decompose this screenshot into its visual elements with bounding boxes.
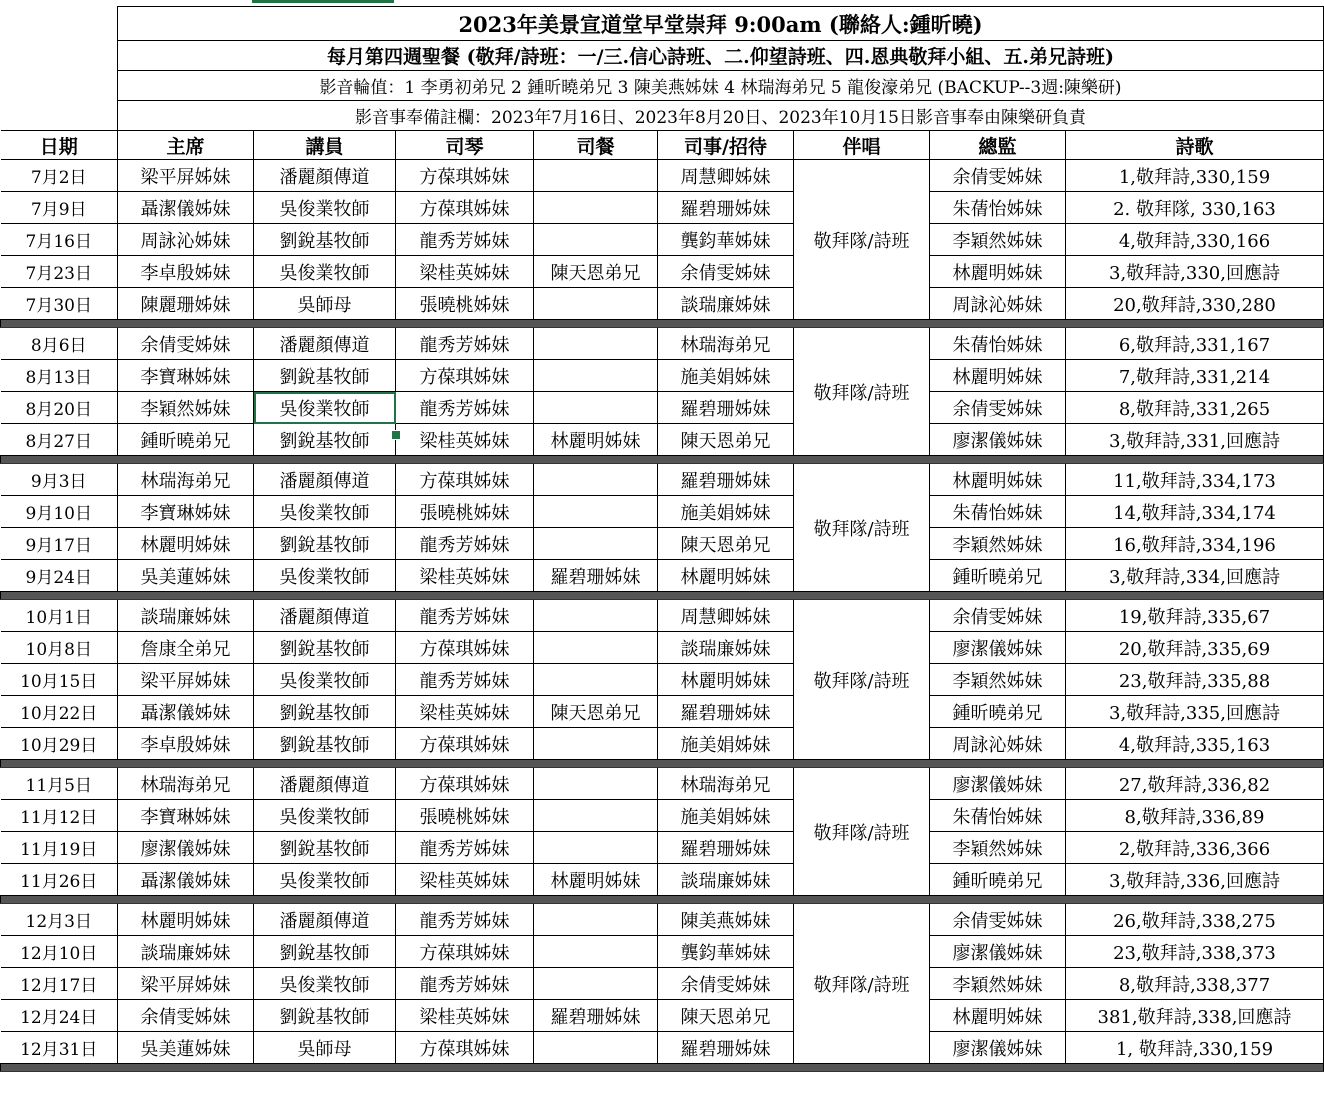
chair-cell[interactable]: 鍾昕曉弟兄 xyxy=(118,424,254,456)
pianist-cell[interactable]: 方葆琪姊妹 xyxy=(396,936,534,968)
pianist-cell[interactable]: 梁桂英姊妹 xyxy=(396,696,534,728)
supervisor-cell[interactable]: 林麗明姊妹 xyxy=(930,464,1066,496)
hymns-cell[interactable]: 4,敬拜詩,330,166 xyxy=(1066,224,1324,256)
table-row xyxy=(1,424,1324,456)
hymns-cell[interactable]: 27,敬拜詩,336,82 xyxy=(1066,768,1324,800)
usher-cell[interactable]: 周慧卿姊妹 xyxy=(658,160,794,192)
pianist-cell[interactable]: 梁桂英姊妹 xyxy=(396,864,534,896)
usher-cell[interactable]: 羅碧珊姊妹 xyxy=(658,696,794,728)
supervisor-cell[interactable]: 李穎然姊妹 xyxy=(930,224,1066,256)
usher-cell[interactable]: 陳天恩弟兄 xyxy=(658,1000,794,1032)
separator-bar xyxy=(1,760,1324,768)
supervisor-cell[interactable]: 林麗明姊妹 xyxy=(930,360,1066,392)
chair-cell[interactable]: 聶潔儀姊妹 xyxy=(118,192,254,224)
supervisor-cell[interactable]: 朱蒨怡姊妹 xyxy=(930,496,1066,528)
table-row xyxy=(1,288,1324,320)
supervisor-cell[interactable]: 朱蒨怡姊妹 xyxy=(930,328,1066,360)
header-supervisor[interactable]: 總監 xyxy=(930,131,1066,160)
supervisor-cell[interactable]: 余倩雯姊妹 xyxy=(930,904,1066,936)
speaker-cell[interactable]: 劉銳基牧師 xyxy=(254,632,396,664)
blank-cell[interactable] xyxy=(1,71,118,101)
blank-cell[interactable] xyxy=(1,101,118,131)
chair-cell[interactable]: 聶潔儀姊妹 xyxy=(118,864,254,896)
hymns-cell[interactable]: 3,敬拜詩,336,回應詩 xyxy=(1066,864,1324,896)
pianist-cell[interactable]: 方葆琪姊妹 xyxy=(396,192,534,224)
usher-cell[interactable]: 龔鈞華姊妹 xyxy=(658,224,794,256)
supervisor-cell[interactable]: 廖潔儀姊妹 xyxy=(930,936,1066,968)
usher-cell[interactable]: 談瑞廉姊妹 xyxy=(658,864,794,896)
usher-cell[interactable]: 談瑞廉姊妹 xyxy=(658,632,794,664)
communion-cell[interactable] xyxy=(534,528,658,560)
blank-cell[interactable] xyxy=(1,7,118,41)
speaker-cell[interactable]: 潘麗顏傳道 xyxy=(254,600,396,632)
speaker-cell[interactable]: 劉銳基牧師 xyxy=(254,224,396,256)
chair-cell[interactable]: 梁平屏姊妹 xyxy=(118,160,254,192)
choir-cell[interactable] xyxy=(794,904,930,1064)
supervisor-cell[interactable]: 朱蒨怡姊妹 xyxy=(930,800,1066,832)
communion-cell[interactable] xyxy=(534,360,658,392)
hymns-cell[interactable]: 1, 敬拜詩,330,159 xyxy=(1066,1032,1324,1064)
supervisor-cell[interactable]: 李穎然姊妹 xyxy=(930,968,1066,1000)
choir-label: 敬拜隊/詩班 xyxy=(813,822,910,844)
chair-cell[interactable]: 聶潔儀姊妹 xyxy=(118,696,254,728)
table-row xyxy=(1,1032,1324,1064)
date-cell[interactable]: 8月6日 xyxy=(1,328,118,360)
supervisor-cell[interactable]: 廖潔儀姊妹 xyxy=(930,632,1066,664)
supervisor-cell[interactable]: 余倩雯姊妹 xyxy=(930,160,1066,192)
hymns-cell[interactable]: 8,敬拜詩,338,377 xyxy=(1066,968,1324,1000)
supervisor-cell[interactable]: 林麗明姊妹 xyxy=(930,1000,1066,1032)
hymns-cell[interactable]: 20,敬拜詩,335,69 xyxy=(1066,632,1324,664)
speaker-cell[interactable]: 潘麗顏傳道 xyxy=(254,160,396,192)
supervisor-cell[interactable]: 李穎然姊妹 xyxy=(930,528,1066,560)
header-communion[interactable]: 司餐 xyxy=(534,131,658,160)
usher-cell[interactable]: 陳天恩弟兄 xyxy=(658,424,794,456)
table-row xyxy=(1,560,1324,592)
communion-cell[interactable] xyxy=(534,832,658,864)
usher-cell[interactable]: 施美娟姊妹 xyxy=(658,360,794,392)
separator-bar xyxy=(1,896,1324,904)
pianist-cell[interactable]: 梁桂英姊妹 xyxy=(396,560,534,592)
usher-cell[interactable]: 林麗明姊妹 xyxy=(658,560,794,592)
communion-cell[interactable]: 羅碧珊姊妹 xyxy=(534,560,658,592)
supervisor-cell[interactable]: 周詠沁姊妹 xyxy=(930,728,1066,760)
chair-cell[interactable]: 李卓殷姊妹 xyxy=(118,728,254,760)
hymns-cell[interactable]: 3,敬拜詩,334,回應詩 xyxy=(1066,560,1324,592)
supervisor-cell[interactable]: 廖潔儀姊妹 xyxy=(930,424,1066,456)
month-separator xyxy=(1,456,1324,464)
pianist-cell[interactable]: 方葆琪姊妹 xyxy=(396,632,534,664)
table-row xyxy=(1,528,1324,560)
date-cell[interactable]: 12月31日 xyxy=(1,1032,118,1064)
month-separator xyxy=(1,896,1324,904)
date-cell[interactable]: 10月1日 xyxy=(1,600,118,632)
choir-cell[interactable] xyxy=(794,464,930,592)
subtitle[interactable]: 每月第四週聖餐 (敬拜/詩班：一/三.信心詩班、二.仰望詩班、四.恩典敬拜小組、五.弟兄詩班) xyxy=(118,41,1324,71)
pianist-cell[interactable]: 方葆琪姊妹 xyxy=(396,768,534,800)
communion-cell[interactable] xyxy=(534,664,658,696)
speaker-cell[interactable]: 劉銳基牧師 xyxy=(254,696,396,728)
communion-cell[interactable] xyxy=(534,192,658,224)
table-row xyxy=(1,904,1324,936)
hymns-cell[interactable]: 4,敬拜詩,335,163 xyxy=(1066,728,1324,760)
hymns-cell[interactable]: 2,敬拜詩,336,366 xyxy=(1066,832,1324,864)
date-cell[interactable]: 12月3日 xyxy=(1,904,118,936)
speaker-cell[interactable]: 劉銳基牧師 xyxy=(254,1000,396,1032)
header-chair[interactable]: 主席 xyxy=(118,131,254,160)
chair-cell[interactable]: 李寶琳姊妹 xyxy=(118,800,254,832)
header-choir[interactable]: 伴唱 xyxy=(794,131,930,160)
speaker-cell[interactable]: 吳俊業牧師 xyxy=(254,560,396,592)
communion-cell[interactable] xyxy=(534,728,658,760)
hymns-cell[interactable]: 6,敬拜詩,331,167 xyxy=(1066,328,1324,360)
hymns-cell[interactable]: 7,敬拜詩,331,214 xyxy=(1066,360,1324,392)
usher-cell[interactable]: 羅碧珊姊妹 xyxy=(658,832,794,864)
speaker-cell[interactable]: 劉銳基牧師 xyxy=(254,728,396,760)
speaker-cell[interactable]: 吳俊業牧師 xyxy=(254,864,396,896)
speaker-cell[interactable]: 吳俊業牧師 xyxy=(254,664,396,696)
chair-cell[interactable]: 李卓殷姊妹 xyxy=(118,256,254,288)
separator-bar xyxy=(1,592,1324,600)
pianist-cell[interactable]: 龍秀芳姊妹 xyxy=(396,224,534,256)
communion-cell[interactable] xyxy=(534,1032,658,1064)
pianist-cell[interactable]: 張曉桃姊妹 xyxy=(396,288,534,320)
communion-cell[interactable] xyxy=(534,904,658,936)
table-row xyxy=(1,864,1324,896)
supervisor-cell[interactable]: 周詠沁姊妹 xyxy=(930,288,1066,320)
date-cell[interactable]: 10月29日 xyxy=(1,728,118,760)
communion-cell[interactable] xyxy=(534,768,658,800)
pianist-cell[interactable]: 方葆琪姊妹 xyxy=(396,360,534,392)
choir-cell[interactable] xyxy=(794,160,930,320)
hymns-cell[interactable]: 16,敬拜詩,334,196 xyxy=(1066,528,1324,560)
speaker-cell[interactable]: 潘麗顏傳道 xyxy=(254,768,396,800)
speaker-cell[interactable]: 吳俊業牧師 xyxy=(254,800,396,832)
pianist-cell[interactable]: 龍秀芳姊妹 xyxy=(396,392,534,424)
chair-cell[interactable]: 吳美蓮姊妹 xyxy=(118,1032,254,1064)
chair-cell[interactable]: 談瑞廉姊妹 xyxy=(118,600,254,632)
communion-cell[interactable] xyxy=(534,160,658,192)
chair-cell[interactable]: 吳美蓮姊妹 xyxy=(118,560,254,592)
speaker-cell[interactable]: 潘麗顏傳道 xyxy=(254,328,396,360)
communion-cell[interactable] xyxy=(534,968,658,1000)
choir-label: 敬拜隊/詩班 xyxy=(813,230,910,252)
speaker-cell[interactable]: 劉銳基牧師 xyxy=(254,360,396,392)
speaker-cell[interactable]: 吳俊業牧師 xyxy=(254,496,396,528)
pianist-cell[interactable]: 龍秀芳姊妹 xyxy=(396,832,534,864)
speaker-cell[interactable]: 吳師母 xyxy=(254,1032,396,1064)
communion-cell[interactable] xyxy=(534,392,658,424)
choir-label: 敬拜隊/詩班 xyxy=(813,974,910,996)
date-cell[interactable]: 7月30日 xyxy=(1,288,118,320)
date-cell[interactable]: 10月8日 xyxy=(1,632,118,664)
chair-cell[interactable]: 陳麗珊姊妹 xyxy=(118,288,254,320)
communion-cell[interactable] xyxy=(534,800,658,832)
supervisor-cell[interactable]: 林麗明姊妹 xyxy=(930,256,1066,288)
hymns-cell[interactable]: 8,敬拜詩,336,89 xyxy=(1066,800,1324,832)
fill-handle[interactable] xyxy=(391,430,401,440)
hymns-cell[interactable]: 20,敬拜詩,330,280 xyxy=(1066,288,1324,320)
speaker-cell[interactable]: 吳師母 xyxy=(254,288,396,320)
table-row xyxy=(1,632,1324,664)
table-row xyxy=(1,464,1324,496)
separator-bar xyxy=(1,320,1324,328)
chair-cell[interactable]: 林瑞海弟兄 xyxy=(118,464,254,496)
header-speaker[interactable]: 講員 xyxy=(254,131,396,160)
supervisor-cell[interactable]: 朱蒨怡姊妹 xyxy=(930,192,1066,224)
table-row xyxy=(1,936,1324,968)
date-cell[interactable]: 7月2日 xyxy=(1,160,118,192)
communion-cell[interactable] xyxy=(534,328,658,360)
month-separator xyxy=(1,320,1324,328)
hymns-cell[interactable]: 3,敬拜詩,335,回應詩 xyxy=(1066,696,1324,728)
date-cell[interactable]: 9月24日 xyxy=(1,560,118,592)
date-cell[interactable]: 11月12日 xyxy=(1,800,118,832)
communion-cell[interactable]: 陳天恩弟兄 xyxy=(534,696,658,728)
hymns-cell[interactable]: 3,敬拜詩,331,回應詩 xyxy=(1066,424,1324,456)
usher-cell[interactable]: 羅碧珊姊妹 xyxy=(658,192,794,224)
hymns-cell[interactable]: 381,敬拜詩,338,回應詩 xyxy=(1066,1000,1324,1032)
communion-cell[interactable] xyxy=(534,288,658,320)
choir-label: 敬拜隊/詩班 xyxy=(813,518,910,540)
supervisor-cell[interactable]: 李穎然姊妹 xyxy=(930,832,1066,864)
chair-cell[interactable]: 余倩雯姊妹 xyxy=(118,328,254,360)
pianist-cell[interactable]: 龍秀芳姊妹 xyxy=(396,528,534,560)
usher-cell[interactable]: 陳美燕姊妹 xyxy=(658,904,794,936)
usher-cell[interactable]: 羅碧珊姊妹 xyxy=(658,392,794,424)
chair-cell[interactable]: 余倩雯姊妹 xyxy=(118,1000,254,1032)
month-separator xyxy=(1,760,1324,768)
hymns-cell[interactable]: 1,敬拜詩,330,159 xyxy=(1066,160,1324,192)
separator-bar xyxy=(1,456,1324,464)
pianist-cell[interactable]: 龍秀芳姊妹 xyxy=(396,904,534,936)
chair-cell[interactable]: 林瑞海弟兄 xyxy=(118,768,254,800)
supervisor-cell[interactable]: 鍾昕曉弟兄 xyxy=(930,560,1066,592)
usher-cell[interactable]: 林瑞海弟兄 xyxy=(658,328,794,360)
supervisor-cell[interactable]: 鍾昕曉弟兄 xyxy=(930,864,1066,896)
chair-cell[interactable]: 李寶琳姊妹 xyxy=(118,360,254,392)
chair-cell[interactable]: 林麗明姊妹 xyxy=(118,904,254,936)
date-cell[interactable]: 8月13日 xyxy=(1,360,118,392)
header-pianist[interactable]: 司琴 xyxy=(396,131,534,160)
supervisor-cell[interactable]: 余倩雯姊妹 xyxy=(930,600,1066,632)
table-row xyxy=(1,968,1324,1000)
communion-cell[interactable]: 林麗明姊妹 xyxy=(534,424,658,456)
choir-label: 敬拜隊/詩班 xyxy=(813,670,910,692)
choir-cell[interactable] xyxy=(794,328,930,456)
date-cell[interactable]: 7月23日 xyxy=(1,256,118,288)
date-cell[interactable]: 8月27日 xyxy=(1,424,118,456)
table-row xyxy=(1,360,1324,392)
table-row xyxy=(1,392,1324,424)
date-cell[interactable]: 7月9日 xyxy=(1,192,118,224)
pianist-cell[interactable]: 方葆琪姊妹 xyxy=(396,728,534,760)
communion-cell[interactable] xyxy=(534,464,658,496)
chair-cell[interactable]: 詹康全弟兄 xyxy=(118,632,254,664)
hymns-cell[interactable]: 2. 敬拜隊, 330,163 xyxy=(1066,192,1324,224)
usher-cell[interactable]: 龔鈞華姊妹 xyxy=(658,936,794,968)
table-row xyxy=(1,696,1324,728)
usher-cell[interactable]: 羅碧珊姊妹 xyxy=(658,1032,794,1064)
month-separator xyxy=(1,1064,1324,1072)
date-cell[interactable]: 12月17日 xyxy=(1,968,118,1000)
table-row xyxy=(1,728,1324,760)
usher-cell[interactable]: 周慧卿姊妹 xyxy=(658,600,794,632)
hymns-cell[interactable]: 11,敬拜詩,334,173 xyxy=(1066,464,1324,496)
chair-cell[interactable]: 周詠沁姊妹 xyxy=(118,224,254,256)
speaker-cell[interactable]: 劉銳基牧師 xyxy=(254,528,396,560)
table-row xyxy=(1,496,1324,528)
communion-cell[interactable] xyxy=(534,496,658,528)
pianist-cell[interactable]: 龍秀芳姊妹 xyxy=(396,664,534,696)
communion-cell[interactable]: 陳天恩弟兄 xyxy=(534,256,658,288)
hymns-cell[interactable]: 19,敬拜詩,335,67 xyxy=(1066,600,1324,632)
pianist-cell[interactable]: 梁桂英姊妹 xyxy=(396,1000,534,1032)
chair-cell[interactable]: 廖潔儀姊妹 xyxy=(118,832,254,864)
table-row xyxy=(1,664,1324,696)
usher-cell[interactable]: 林麗明姊妹 xyxy=(658,664,794,696)
supervisor-cell[interactable]: 廖潔儀姊妹 xyxy=(930,768,1066,800)
communion-cell[interactable] xyxy=(534,600,658,632)
speaker-cell[interactable]: 潘麗顏傳道 xyxy=(254,464,396,496)
date-cell[interactable]: 11月26日 xyxy=(1,864,118,896)
supervisor-cell[interactable]: 余倩雯姊妹 xyxy=(930,392,1066,424)
date-cell[interactable]: 12月24日 xyxy=(1,1000,118,1032)
chair-cell[interactable]: 談瑞廉姊妹 xyxy=(118,936,254,968)
table-row xyxy=(1,192,1324,224)
usher-cell[interactable]: 羅碧珊姊妹 xyxy=(658,464,794,496)
page-title[interactable]: 2023年美景宣道堂早堂崇拜 9:00am (聯絡人:鍾昕曉) xyxy=(118,7,1324,41)
speaker-cell[interactable]: 吳俊業牧師 xyxy=(254,256,396,288)
pianist-cell[interactable]: 龍秀芳姊妹 xyxy=(396,600,534,632)
usher-cell[interactable]: 施美娟姊妹 xyxy=(658,800,794,832)
communion-cell[interactable] xyxy=(534,224,658,256)
speaker-cell[interactable]: 吳俊業牧師 xyxy=(254,192,396,224)
date-cell[interactable]: 11月19日 xyxy=(1,832,118,864)
hymns-cell[interactable]: 26,敬拜詩,338,275 xyxy=(1066,904,1324,936)
pianist-cell[interactable]: 方葆琪姊妹 xyxy=(396,1032,534,1064)
pianist-cell[interactable]: 方葆琪姊妹 xyxy=(396,160,534,192)
pianist-cell[interactable]: 張曉桃姊妹 xyxy=(396,800,534,832)
date-cell[interactable]: 8月20日 xyxy=(1,392,118,424)
chair-cell[interactable]: 林麗明姊妹 xyxy=(118,528,254,560)
date-cell[interactable]: 10月22日 xyxy=(1,696,118,728)
chair-cell[interactable]: 李穎然姊妹 xyxy=(118,392,254,424)
pianist-cell[interactable]: 方葆琪姊妹 xyxy=(396,464,534,496)
header-hymns[interactable]: 詩歌 xyxy=(1066,131,1324,160)
table-row xyxy=(1,328,1324,360)
header-usher[interactable]: 司事/招待 xyxy=(658,131,794,160)
schedule-table xyxy=(0,6,1324,1072)
usher-cell[interactable]: 施美娟姊妹 xyxy=(658,728,794,760)
choir-label: 敬拜隊/詩班 xyxy=(813,382,910,404)
communion-cell[interactable] xyxy=(534,936,658,968)
pianist-cell[interactable]: 張曉桃姊妹 xyxy=(396,496,534,528)
speaker-cell[interactable]: 潘麗顏傳道 xyxy=(254,904,396,936)
pianist-cell[interactable]: 梁桂英姊妹 xyxy=(396,424,534,456)
choir-cell[interactable] xyxy=(794,768,930,896)
hymns-cell[interactable]: 14,敬拜詩,334,174 xyxy=(1066,496,1324,528)
table-row xyxy=(1,600,1324,632)
hymns-cell[interactable]: 23,敬拜詩,338,373 xyxy=(1066,936,1324,968)
pianist-cell[interactable]: 龍秀芳姊妹 xyxy=(396,968,534,1000)
table-row xyxy=(1,224,1324,256)
speaker-cell[interactable]: 劉銳基牧師 xyxy=(254,832,396,864)
communion-cell[interactable]: 羅碧珊姊妹 xyxy=(534,1000,658,1032)
usher-cell[interactable]: 陳天恩弟兄 xyxy=(658,528,794,560)
usher-cell[interactable]: 余倩雯姊妹 xyxy=(658,968,794,1000)
blank-cell[interactable] xyxy=(1,41,118,71)
chair-cell[interactable]: 李寶琳姊妹 xyxy=(118,496,254,528)
av-note[interactable]: 影音事奉備註欄：2023年7月16日、2023年8月20日、2023年10月15日影音事奉由陳樂研負責 xyxy=(118,101,1324,131)
speaker-cell[interactable]: 吳俊業牧師 xyxy=(254,392,396,424)
pianist-cell[interactable]: 龍秀芳姊妹 xyxy=(396,328,534,360)
supervisor-cell[interactable]: 李穎然姊妹 xyxy=(930,664,1066,696)
communion-cell[interactable]: 林麗明姊妹 xyxy=(534,864,658,896)
usher-cell[interactable]: 余倩雯姊妹 xyxy=(658,256,794,288)
table-row xyxy=(1,832,1324,864)
speaker-cell[interactable]: 吳俊業牧師 xyxy=(254,968,396,1000)
date-cell[interactable]: 7月16日 xyxy=(1,224,118,256)
supervisor-cell[interactable]: 廖潔儀姊妹 xyxy=(930,1032,1066,1064)
header-date[interactable]: 日期 xyxy=(1,131,118,160)
separator-bar xyxy=(1,1064,1324,1072)
date-cell[interactable]: 9月3日 xyxy=(1,464,118,496)
date-cell[interactable]: 9月17日 xyxy=(1,528,118,560)
table-row xyxy=(1,160,1324,192)
supervisor-cell[interactable]: 鍾昕曉弟兄 xyxy=(930,696,1066,728)
choir-cell[interactable] xyxy=(794,600,930,760)
table-row xyxy=(1,800,1324,832)
hymns-cell[interactable]: 3,敬拜詩,330,回應詩 xyxy=(1066,256,1324,288)
communion-cell[interactable] xyxy=(534,632,658,664)
chair-cell[interactable]: 梁平屏姊妹 xyxy=(118,968,254,1000)
usher-cell[interactable]: 林瑞海弟兄 xyxy=(658,768,794,800)
date-cell[interactable]: 11月5日 xyxy=(1,768,118,800)
hymns-cell[interactable]: 23,敬拜詩,335,88 xyxy=(1066,664,1324,696)
chair-cell[interactable]: 梁平屏姊妹 xyxy=(118,664,254,696)
speaker-cell[interactable]: 劉銳基牧師 xyxy=(254,936,396,968)
usher-cell[interactable]: 施美娟姊妹 xyxy=(658,496,794,528)
table-row xyxy=(1,1000,1324,1032)
av-rotation[interactable]: 影音輪值：1 李勇初弟兄 2 鍾昕曉弟兄 3 陳美燕姊妹 4 林瑞海弟兄 5 龍俊濠弟兄 (BACKUP--3週:陳樂研) xyxy=(118,71,1324,101)
date-cell[interactable]: 10月15日 xyxy=(1,664,118,696)
date-cell[interactable]: 12月10日 xyxy=(1,936,118,968)
speaker-cell[interactable]: 劉銳基牧師 xyxy=(254,424,396,456)
table-row xyxy=(1,768,1324,800)
pianist-cell[interactable]: 梁桂英姊妹 xyxy=(396,256,534,288)
hymns-cell[interactable]: 8,敬拜詩,331,265 xyxy=(1066,392,1324,424)
date-cell[interactable]: 9月10日 xyxy=(1,496,118,528)
month-separator xyxy=(1,592,1324,600)
usher-cell[interactable]: 談瑞廉姊妹 xyxy=(658,288,794,320)
column-header-selection-marker xyxy=(252,0,394,3)
table-row xyxy=(1,256,1324,288)
